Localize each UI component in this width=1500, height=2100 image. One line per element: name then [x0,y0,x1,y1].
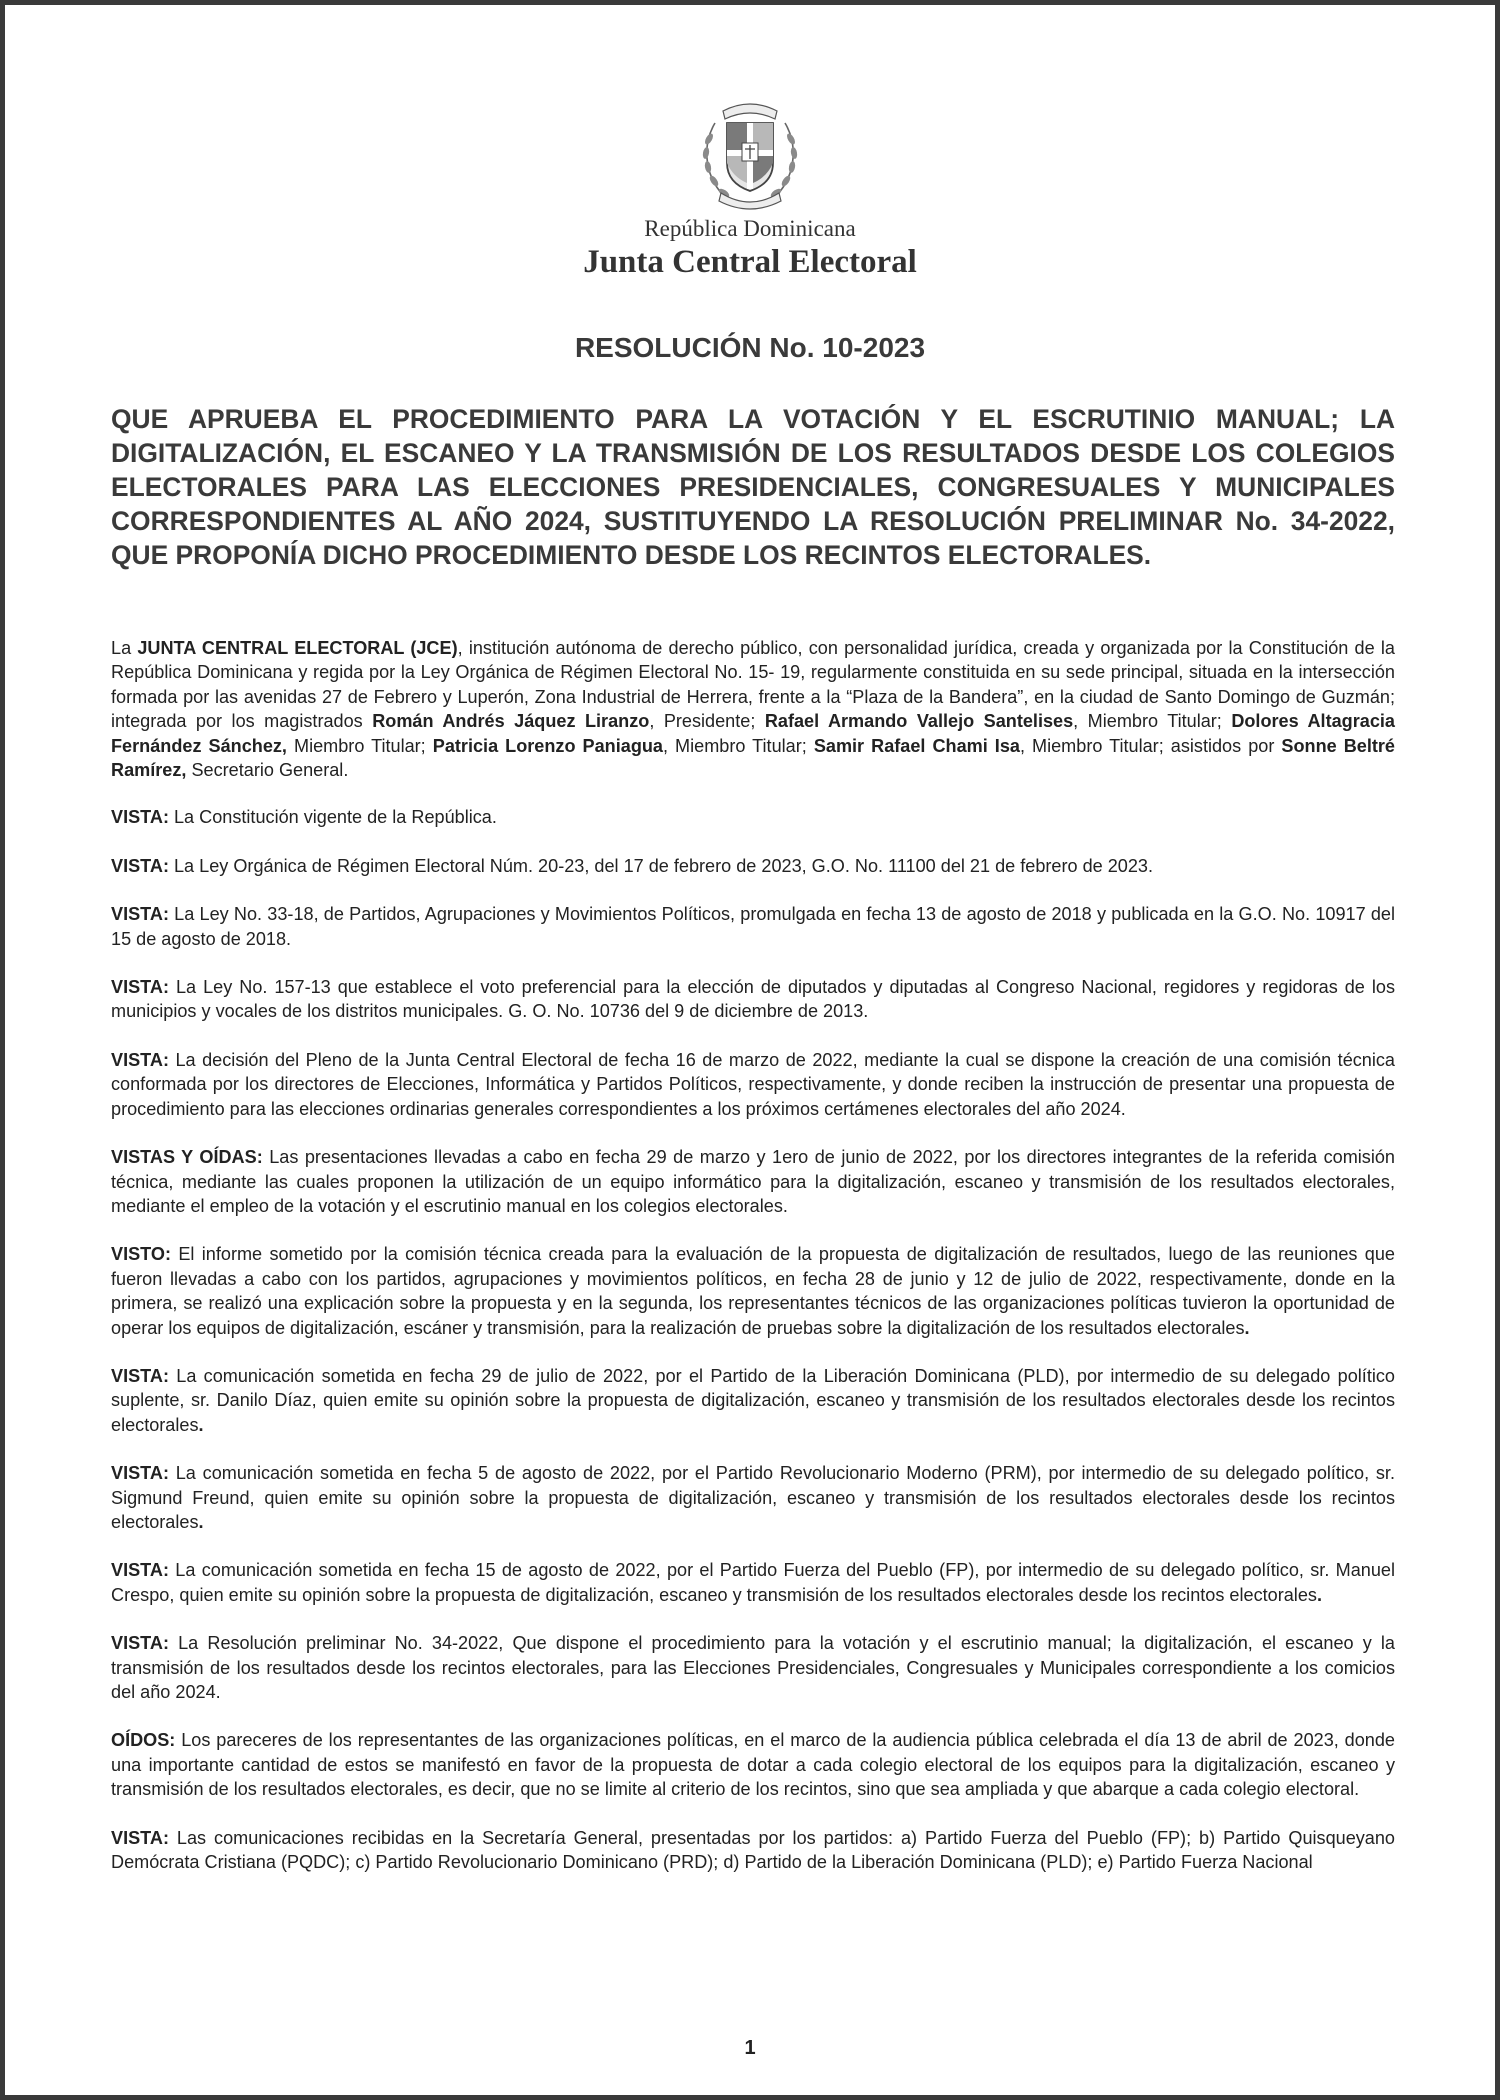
clause-text: La Ley No. 33-18, de Partidos, Agrupaciones y Movimientos Políticos, promulgada en fecha 13 de agosto de 2018 y publicada en la G.O. No. 10917 del 15 de agosto de 2018. [111,904,1395,949]
magistrate-name: Samir Rafael Chami Isa [813,735,1020,756]
page-number: 1 [744,2037,756,2059]
clause-paragraph [111,854,1395,878]
clause-text: La decisión del Pleno de la Junta Central Electoral de fecha 16 de marzo de 2022, mediante la cual se dispone la creación de una comisión técnica conformada por los directores de Elecciones, Informática y Partidos Políticos, respectivamente, y donde reciben la instrucción de presentar una propuesta de procedimiento para las elecciones ordinarias generales correspondientes a los próximos certámenes electorales del año 2024. [111,1049,1395,1119]
intro-text: La [111,638,138,658]
clause-label: VISTA: [111,904,169,925]
intro-text: , Miembro Titular; [663,735,814,756]
intro-text: , institución autónoma de derecho público, con personalidad jurídica, creada y organizada por la Constitución de la República Dominicana y regida por la Ley Orgánica de Régimen Electoral No. 15- 19, regularmente constituida en su sede principal, situada en la intersección formada por las avenidas 27 de Febrero y Luperón, Zona Industrial de Herrera, frente a la “Plaza de la Bandera”, en la ciudad de Santo Domingo de Guzmán; integrada por los magistrados [111,638,1395,732]
clause-text: Las comunicaciones recibidas en la Secretaría General, presentadas por los partidos: a) Partido Fuerza del Pueblo (FP); b) Partido Quisqueyano Demócrata Cristiana (PQDC); c) Partido Revolucionario Dominicano (PRD); d) Partido de la Liberación Dominicana (PLD); e) Partido Fuerza Nacional [111,1827,1395,1873]
clause-paragraph [111,805,1395,829]
clause-text: La Constitución vigente de la República. [168,807,497,828]
clause-text: La Resolución preliminar No. 34-2022, Que dispone el procedimiento para la votación y el escrutinio manual; la digitalización, el escaneo y la transmisión de los resultados desde los recintos electorales, para las Elecciones Presidenciales, Congresuales y Municipales correspondiente a los comicios del año 2024. [111,1633,1395,1702]
intro-text: Miembro Titular; [286,735,433,756]
clause-label: VISTA: [111,977,169,998]
institution-name: Junta Central Electoral [583,244,917,280]
clause-paragraph [111,1631,1395,1704]
document-body [111,636,1395,1898]
magistrate-name: Patricia Lorenzo Paniagua [432,735,663,756]
clause-text: La comunicación sometida en fecha 15 de agosto de 2022, por el Partido Fuerza del Pueblo (FP), por intermedio de su delegado político, sr. Manuel Crespo, quien emite su opinión sobre la propuesta de digitalización, escaneo y transmisión de los resultados electorales desde los recintos electorales [111,1560,1395,1605]
clause-text: La comunicación sometida en fecha 5 de agosto de 2022, por el Partido Revolucionario Moderno (PRM), por intermedio de su delegado político, sr. Sigmund Freund, quien emite su opinión sobre la propuesta de digitalización, escaneo y transmisión de los resultados electorales desde los recintos electorales [111,1463,1395,1532]
clause-label: VISTA: [111,1463,169,1484]
clause-label: VISTA: [111,1560,169,1581]
clause-end: . [198,1511,204,1532]
secretary-name: Sonne Beltré Ramírez, [111,735,1395,781]
clause-label: OÍDOS: [111,1730,176,1751]
clause-label: VISTA: [111,1365,169,1386]
clause-paragraph [111,1242,1395,1340]
clause-label: VISTO: [111,1244,171,1265]
magistrate-name: Román Andrés Jáquez Liranzo [372,711,650,732]
clause-paragraph [111,902,1395,951]
clause-end: . [198,1414,204,1435]
clause-label: VISTA: [111,1827,169,1848]
clause-text: Los pareceres de los representantes de las organizaciones políticas, en el marco de la audiencia pública celebrada el día 13 de abril de 2023, donde una importante cantidad de estos se manifestó en favor de la propuesta de dotar a cada colegio electoral de los equipos para la digitalización, escaneo y transmisión de los resultados electorales, es decir, que no se limite al criterio de los recintos, sino que sea ampliada y que abarque a cada colegio electoral. [111,1730,1395,1800]
clause-paragraph [111,1558,1395,1607]
clause-paragraph [111,1364,1395,1437]
clause-label: VISTA: [111,1049,169,1070]
clause-text: La Ley Orgánica de Régimen Electoral Núm. 20-23, del 17 de febrero de 2023, G.O. No. 11100 del 21 de febrero de 2023. [168,855,1154,876]
intro-bold: JUNTA CENTRAL ELECTORAL (JCE) [137,638,458,658]
intro-paragraph [111,636,1395,782]
magistrate-name: Rafael Armando Vallejo Santelises [764,711,1074,732]
clause-paragraph [111,975,1395,1024]
clause-text: Las presentaciones llevadas a cabo en fecha 29 de marzo y 1ero de junio de 2022, por los directores integrantes de la referida comisión técnica, mediante las cuales proponen la utilización de un equipo informático para la digitalización, escaneo y transmisión de los resultados electorales, mediante el empleo de la votación y el escrutinio manual en los colegios electorales. [111,1147,1395,1216]
clause-paragraph [111,1048,1395,1121]
resolution-subject: QUE APRUEBA EL PROCEDIMIENTO PARA LA VOTACIÓN Y EL ESCRUTINIO MANUAL; LA DIGITALIZACIÓN, EL ESCANEO Y LA TRANSMISIÓN DE LOS RESULTADOS DESDE LOS COLEGIOS ELECTORALES PARA LAS ELECCIONES PRESIDENCIALES, CONGRESUALES Y MUNICIPALES CORRESPONDIENTES AL AÑO 2024, SUSTITUYENDO LA RESOLUCIÓN PRELIMINAR No. 34-2022, QUE PROPONÍA DICHO PROCEDIMIENTO DESDE LOS RECINTOS ELECTORALES. [111,404,1395,570]
clause-label: VISTA: [111,1633,169,1654]
intro-text: , Presidente; [649,711,765,732]
resolution-title: RESOLUCIÓN No. 10-2023 [574,332,926,363]
intro-text: Secretario General. [186,760,349,781]
coat-of-arms-icon [695,93,805,211]
clause-paragraph [111,1728,1395,1801]
clause-label: VISTA: [111,807,169,828]
magistrate-name: Dolores Altagracia Fernández Sánchez, [111,711,1395,756]
clause-label: VISTAS Y OÍDAS: [111,1147,263,1168]
clause-paragraph [111,1145,1395,1218]
letterhead [5,93,1495,281]
intro-text: , Miembro Titular; [1073,711,1232,732]
clause-end: . [1316,1584,1322,1605]
intro-text: , Miembro Titular; asistidos por [1019,735,1282,756]
clause-paragraph [111,1461,1395,1534]
clause-text: La Ley No. 157-13 que establece el voto preferencial para la elección de diputados y diputadas al Congreso Nacional, regidores y regidoras de los municipios y vocales de los distritos municipales. G. O. No. 10736 del 9 de diciembre de 2013. [111,977,1395,1022]
clause-paragraph [111,1826,1395,1875]
country-name: República Dominicana [644,216,856,241]
clause-label: VISTA: [111,855,169,876]
clause-text: La comunicación sometida en fecha 29 de julio de 2022, por el Partido de la Liberación Dominicana (PLD), por intermedio de su delegado político suplente, sr. Danilo Díaz, quien emite su opinión sobre la propuesta de digitalización, escaneo y transmisión de los resultados electorales desde los recintos electorales [111,1365,1395,1435]
clause-text: El informe sometido por la comisión técnica creada para la evaluación de la propuesta de digitalización de resultados, luego de las reuniones que fueron llevadas a cabo con los partidos, agrupaciones y movimientos políticos, en fecha 28 de junio y 12 de julio de 2022, respectivamente, donde en la primera, se realizó una explicación sobre la propuesta y en la segunda, los representantes técnicos de las organizaciones políticas tuvieron la oportunidad de operar los equipos de digitalización, escáner y transmisión, para la realización de pruebas sobre la digitalización de los resultados electorales [111,1244,1395,1338]
clause-end: . [1244,1317,1250,1338]
